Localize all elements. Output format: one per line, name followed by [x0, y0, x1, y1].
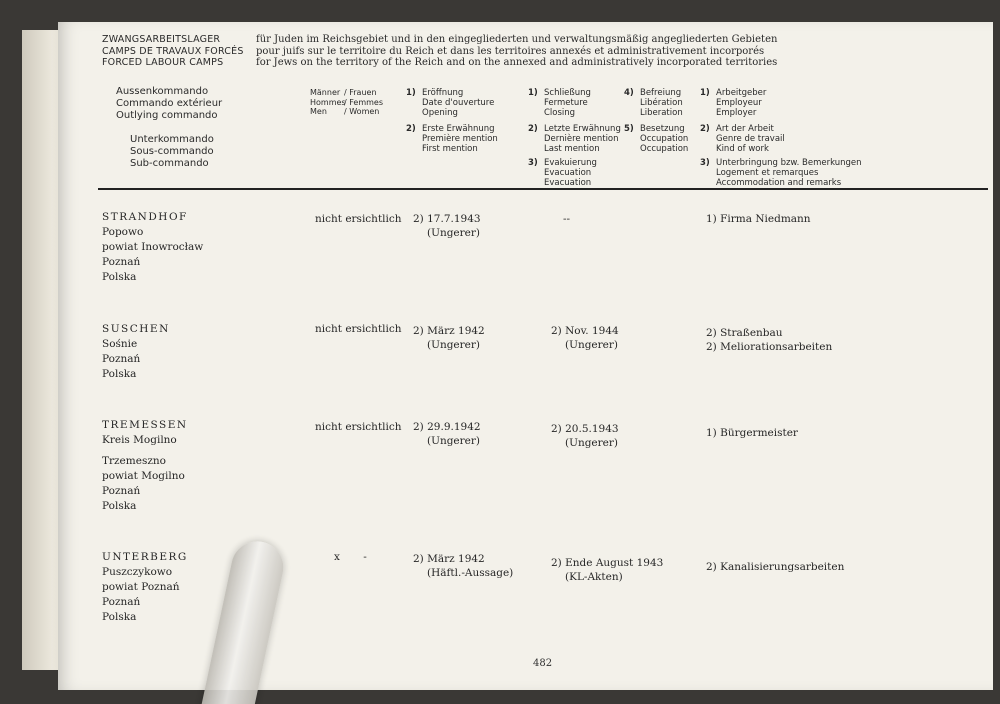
- work-value: 2) Meliorationsarbeiten: [706, 341, 833, 353]
- legend-line: Kind of work: [716, 144, 769, 154]
- closing-cell: [551, 324, 619, 352]
- opening-value: 2) März 1942: [413, 325, 485, 337]
- opening-cell: [413, 420, 481, 448]
- place-line: Popowo: [102, 226, 144, 238]
- legend-num: 1): [700, 88, 710, 98]
- legend-men-en: Men: [310, 107, 327, 116]
- place-line: Polska: [102, 500, 137, 512]
- place-line: powiat Mogilno: [102, 470, 185, 482]
- closing-value: 2) 20.5.1943: [551, 423, 619, 435]
- entry-unterberg: [102, 550, 188, 625]
- legend-line: Evakuierung: [544, 158, 597, 168]
- legend-last-mention: [528, 124, 621, 154]
- legend-women-en: / Women: [344, 107, 380, 116]
- legend-women-fr: / Femmes: [344, 97, 383, 107]
- legend-sub-de: Unterkommando: [130, 134, 214, 145]
- legend-subcommando: [130, 134, 214, 170]
- legend-accommodation: [700, 158, 862, 188]
- legend-line: Première mention: [422, 134, 498, 144]
- place-line: powiat Inowrocław: [102, 241, 204, 253]
- legend-num: 1): [406, 88, 416, 98]
- opening-source: (Ungerer): [427, 227, 480, 239]
- opening-source: (Ungerer): [427, 435, 480, 447]
- place-line: Polska: [102, 611, 137, 623]
- place-line: Trzemeszno: [102, 455, 166, 467]
- legend-line: Genre de travail: [716, 134, 785, 144]
- legend-outlying-en: Outlying commando: [116, 110, 218, 121]
- place-line: Polska: [102, 368, 137, 380]
- legend-kind-of-work: [700, 124, 785, 154]
- work-value: 2) Straßenbau: [706, 327, 783, 339]
- closing-source: (KL-Akten): [565, 571, 623, 583]
- legend-line: Dernière mention: [544, 134, 619, 144]
- camp-name: SUSCHEN: [102, 323, 170, 335]
- legend-line: Art der Arbeit: [716, 124, 774, 134]
- place-line: Poznań: [102, 353, 141, 365]
- work-value: 2) Kanalisierungsarbeiten: [706, 561, 845, 573]
- closing-source: (Ungerer): [565, 339, 618, 351]
- place-line: Poznań: [102, 485, 141, 497]
- opening-cell: [413, 324, 485, 352]
- legend-num: 5): [624, 124, 634, 134]
- legend-occupation: [624, 124, 688, 154]
- work-value: 1) Bürgermeister: [706, 427, 798, 439]
- header-rule: [98, 188, 988, 190]
- entry-tremessen: [102, 418, 188, 514]
- legend-line: Closing: [544, 108, 576, 118]
- legend-line: Libération: [640, 98, 683, 108]
- legend-outlying-de: Aussenkommando: [116, 86, 209, 97]
- legend-outlying: [116, 86, 222, 122]
- work-value: 1) Firma Niedmann: [706, 213, 811, 225]
- men-women-value: nicht ersichtlich: [315, 421, 402, 433]
- legend-men-women: [310, 88, 383, 117]
- legend-line: Logement et remarques: [716, 168, 819, 178]
- header-desc-en: for Jews on the territory of the Reich and on the annexed and administratively incorporated territories: [256, 57, 778, 68]
- header-desc-fr: pour juifs sur le territoire du Reich et dans les territoires annexés et administrativement incorporés: [256, 45, 765, 57]
- legend-line: Occupation: [640, 144, 689, 154]
- legend-line: Besetzung: [640, 124, 685, 134]
- opening-value: 2) 29.9.1942: [413, 421, 481, 433]
- closing-value: 2) Nov. 1944: [551, 325, 619, 337]
- work-cell: [706, 426, 798, 440]
- place-line: powiat Poznań: [102, 581, 180, 593]
- opening-value: 2) März 1942: [413, 553, 485, 565]
- place-line: Puszczykowo: [102, 566, 173, 578]
- book-page: [58, 22, 993, 690]
- entry-suschen: [102, 322, 170, 382]
- legend-line: Accommodation and remarks: [716, 178, 842, 188]
- camp-name: TREMESSEN: [102, 419, 188, 431]
- header-description: [256, 34, 777, 69]
- legend-outlying-fr: Commando extérieur: [116, 98, 223, 109]
- legend-line: Schließung: [544, 88, 591, 98]
- legend-line: Liberation: [640, 108, 683, 118]
- entry-strandhof: [102, 210, 203, 285]
- place-line: Sośnie: [102, 338, 138, 350]
- legend-line: First mention: [422, 144, 478, 154]
- header-title-de: ZWANGSARBEITSLAGER: [102, 34, 221, 45]
- opening-source: (Häftl.-Aussage): [427, 567, 514, 579]
- legend-line: Last mention: [544, 144, 600, 154]
- legend-num: 3): [700, 158, 710, 168]
- legend-evacuation: [528, 158, 597, 188]
- header-desc-de: für Juden im Reichsgebiet und in den eingegliederten und verwaltungsmäßig angegliederten Gebieten: [256, 34, 778, 45]
- place-line: Kreis Mogilno: [102, 434, 177, 446]
- camp-name: STRANDHOF: [102, 211, 188, 223]
- legend-sub-en: Sub-commando: [130, 158, 209, 169]
- opening-cell: [413, 552, 513, 580]
- legend-sub-fr: Sous-commando: [130, 146, 214, 157]
- place-line: Poznań: [102, 596, 141, 608]
- legend-men-de: Männer: [310, 88, 341, 97]
- header-camp-titles: [102, 34, 244, 69]
- legend-women-de: / Frauen: [344, 88, 377, 97]
- legend-line: Opening: [422, 108, 458, 118]
- legend-line: Employer: [716, 108, 757, 118]
- closing-cell: [551, 422, 619, 450]
- legend-line: Employeur: [716, 98, 762, 108]
- legend-line: Befreiung: [640, 88, 682, 98]
- header-title-fr: CAMPS DE TRAVAUX FORCÉS: [102, 45, 244, 57]
- opening-cell: [413, 212, 481, 240]
- legend-liberation: [624, 88, 683, 118]
- legend-num: 2): [528, 124, 538, 134]
- camp-name: UNTERBERG: [102, 551, 188, 563]
- header-title-en: FORCED LABOUR CAMPS: [102, 57, 224, 68]
- opening-value: 2) 17.7.1943: [413, 213, 481, 225]
- closing-cell: [551, 556, 663, 584]
- legend-line: Arbeitgeber: [716, 88, 767, 98]
- legend-employer: [700, 88, 766, 118]
- work-cell: [706, 560, 844, 574]
- legend-line: Evacuation: [544, 178, 592, 188]
- closing-value: --: [563, 213, 571, 225]
- legend-line: Evacuation: [544, 168, 592, 178]
- legend-num: 4): [624, 88, 634, 98]
- legend-line: Fermeture: [544, 98, 588, 108]
- legend-line: Date d'ouverture: [422, 98, 495, 108]
- legend-men-fr: Hommes: [310, 97, 346, 107]
- legend-line: Occupation: [640, 134, 689, 144]
- work-cell: [706, 212, 811, 226]
- men-women-value: x -: [334, 551, 367, 563]
- work-cell: [706, 326, 832, 354]
- closing-source: (Ungerer): [565, 437, 618, 449]
- men-women-value: nicht ersichtlich: [315, 213, 402, 225]
- place-line: Polska: [102, 271, 137, 283]
- legend-first-mention: [406, 124, 498, 154]
- legend-line: Erste Erwähnung: [422, 124, 495, 134]
- legend-line: Eröffnung: [422, 88, 464, 98]
- men-women-value: nicht ersichtlich: [315, 323, 402, 335]
- page-number: 482: [533, 658, 553, 669]
- legend-num: 2): [406, 124, 416, 134]
- legend-num: 1): [528, 88, 538, 98]
- legend-line: Unterbringung bzw. Bemerkungen: [716, 158, 862, 168]
- legend-num: 3): [528, 158, 538, 168]
- legend-line: Letzte Erwähnung: [544, 124, 621, 134]
- legend-opening: [406, 88, 494, 118]
- closing-value: 2) Ende August 1943: [551, 557, 664, 569]
- closing-cell: [563, 212, 570, 226]
- legend-num: 2): [700, 124, 710, 134]
- place-line: Poznań: [102, 256, 141, 268]
- legend-closing: [528, 88, 591, 118]
- opening-source: (Ungerer): [427, 339, 480, 351]
